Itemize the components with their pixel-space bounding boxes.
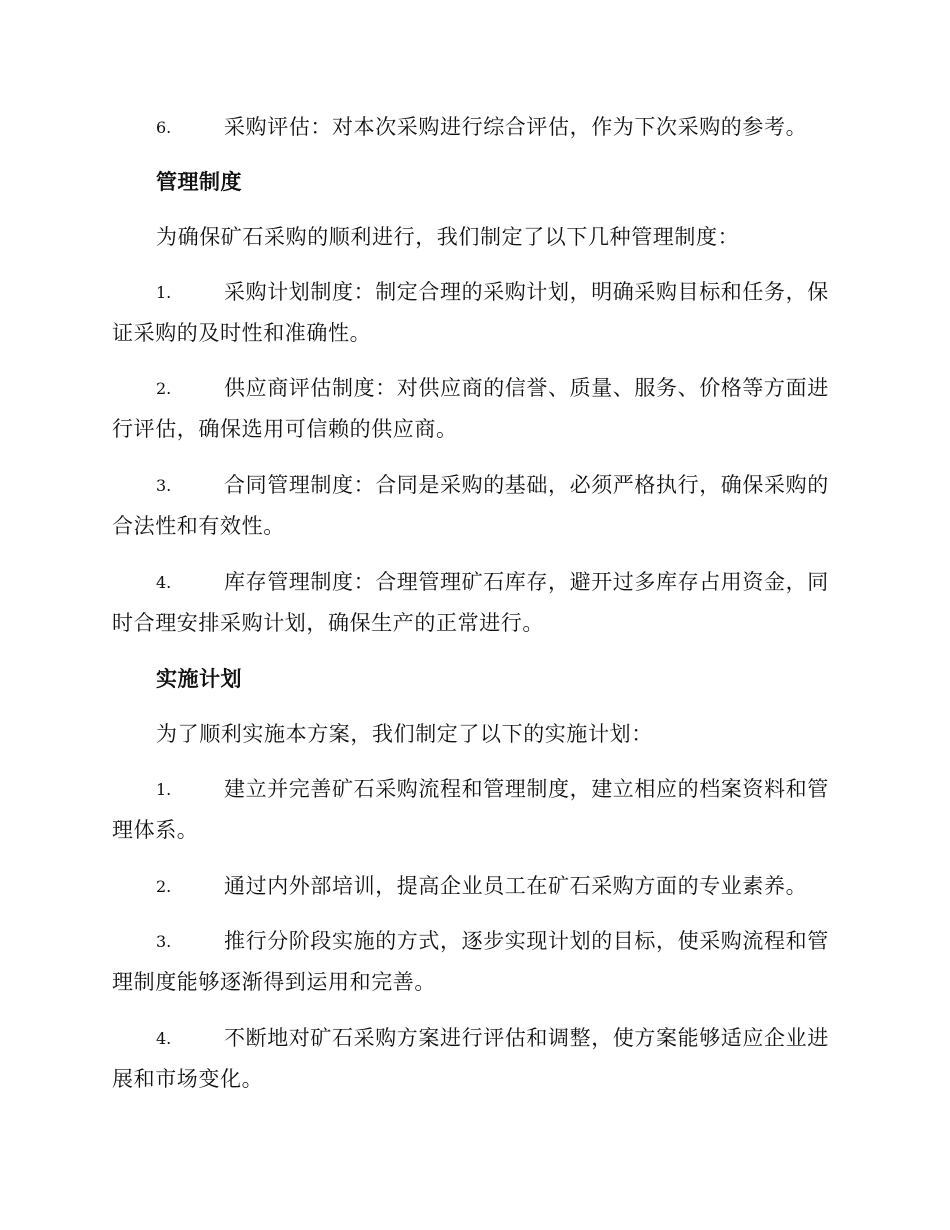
management-item-4	[112, 562, 836, 644]
list-number: 2.	[156, 379, 172, 398]
list-text: 通过内外部培训，提高企业员工在矿石采购方面的专业素养。	[224, 874, 808, 898]
list-text: 采购计划制度：制定合理的采购计划，明确采购目标和任务，保证采购的及时性和准确性。	[112, 280, 829, 345]
section-intro-management: 为确保矿石采购的顺利进行，我们制定了以下几种管理制度：	[156, 225, 740, 249]
list-number: 4.	[156, 573, 172, 592]
management-item-2	[112, 368, 836, 450]
plan-item-2	[112, 866, 836, 907]
list-number: 1.	[156, 780, 172, 799]
list-number: 6.	[156, 118, 172, 137]
management-item-3	[112, 465, 836, 547]
list-text: 建立并完善矿石采购流程和管理制度，建立相应的档案资料和管理体系。	[112, 777, 829, 842]
list-number: 3.	[156, 932, 172, 951]
section-heading-management: 管理制度	[156, 170, 242, 194]
plan-item-1	[112, 769, 836, 851]
list-number: 4.	[156, 1029, 172, 1048]
list-text: 不断地对矿石采购方案进行评估和调整，使方案能够适应企业进展和市场变化。	[112, 1026, 829, 1091]
plan-item-4	[112, 1018, 836, 1100]
list-text: 库存管理制度：合理管理矿石库存，避开过多库存占用资金，同时合理安排采购计划，确保生产的正常进行。	[112, 570, 829, 635]
section-heading-plan: 实施计划	[156, 667, 242, 691]
list-number: 2.	[156, 877, 172, 896]
list-text: 合同管理制度：合同是采购的基础，必须严格执行，确保采购的合法性和有效性。	[112, 473, 829, 538]
list-text: 供应商评估制度：对供应商的信誉、质量、服务、价格等方面进行评估，确保选用可信赖的供应商。	[112, 376, 829, 441]
list-item-6	[112, 107, 836, 148]
list-text: 采购评估：对本次采购进行综合评估，作为下次采购的参考。	[224, 115, 808, 139]
management-item-1	[112, 272, 836, 354]
plan-item-3	[112, 921, 836, 1003]
list-number: 1.	[156, 283, 172, 302]
section-intro-plan: 为了顺利实施本方案，我们制定了以下的实施计划：	[156, 722, 653, 746]
list-number: 3.	[156, 476, 172, 495]
list-text: 推行分阶段实施的方式，逐步实现计划的目标，使采购流程和管理制度能够逐渐得到运用和完善。	[112, 929, 829, 994]
